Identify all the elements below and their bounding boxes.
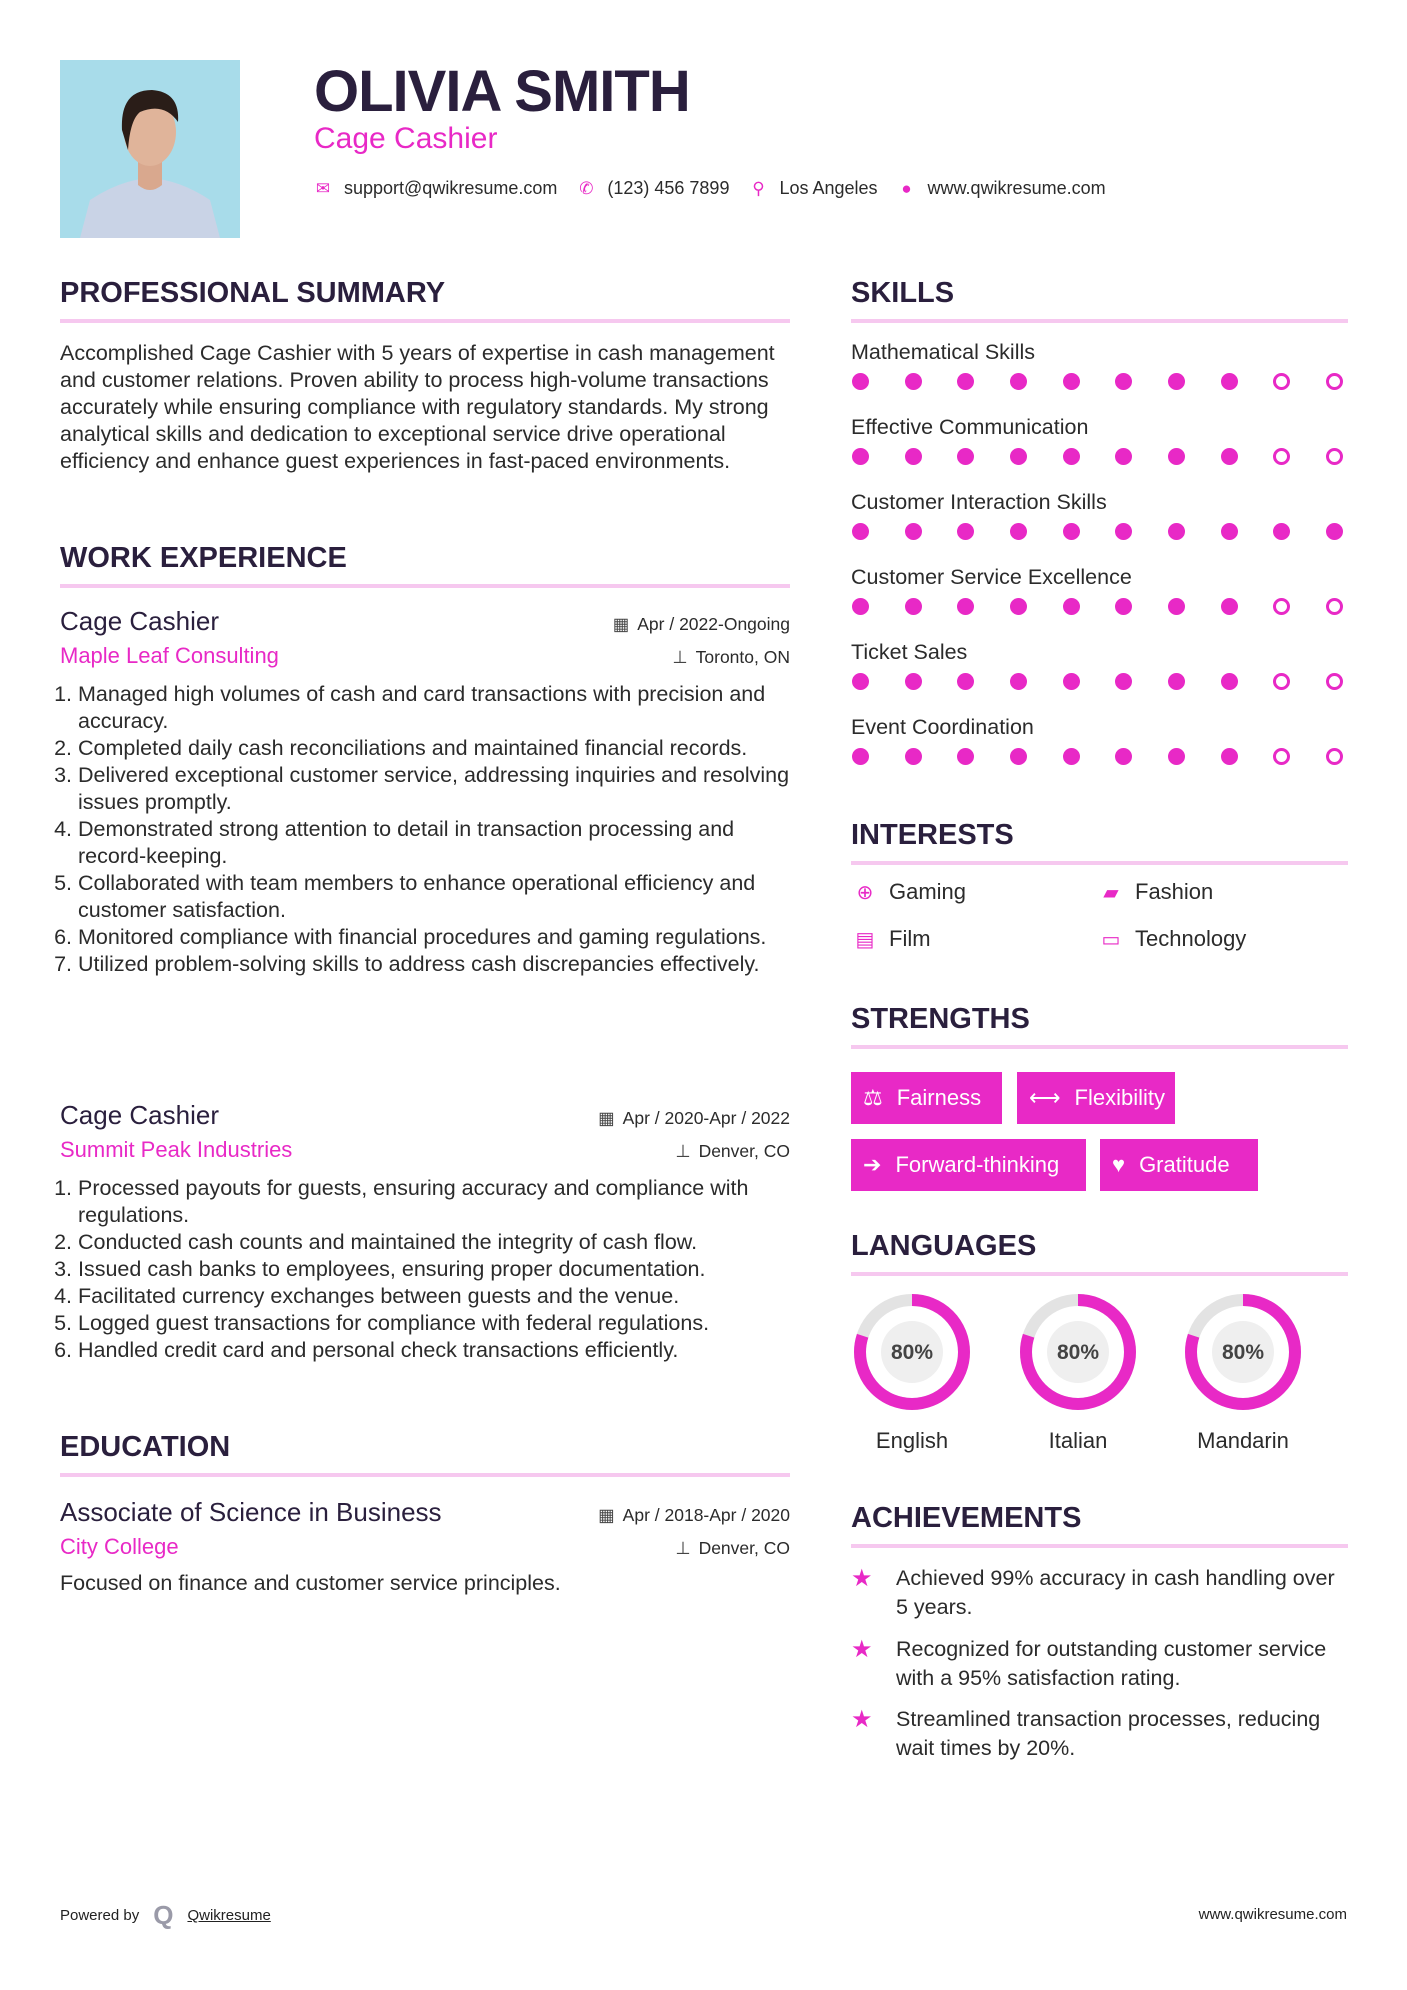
education-section <box>60 1431 790 1597</box>
filled-dot <box>1063 523 1080 540</box>
filled-dot <box>1168 523 1185 540</box>
filled-dot <box>1115 373 1132 390</box>
skill-rating <box>852 748 1343 790</box>
strength-label: Gratitude <box>1139 1152 1230 1177</box>
filled-dot <box>905 748 922 765</box>
strength-badge <box>851 1139 1086 1191</box>
candidate-title: Cage Cashier <box>314 122 498 155</box>
calendar-icon: ▦ <box>598 1108 615 1128</box>
list-item: 7. Utilized problem-solving skills to address cash discrepancies effectively. <box>78 951 790 978</box>
summary-text: Accomplished Cage Cashier with 5 years of expertise in cash management and customer relations. Proven ability to process high-volume transactions accurately while ensuring compliance with regulatory standards. My strong analytical skills and dedication to exceptional service drive operational efficiency and enhance guest experiences in fast-paced environments. <box>60 341 775 473</box>
filled-dot <box>1010 748 1027 765</box>
section-divider <box>851 319 1348 323</box>
job-bullets <box>60 1175 790 1364</box>
skill-rating <box>852 673 1343 715</box>
filled-dot <box>1115 673 1132 690</box>
section-heading: WORK EXPERIENCE <box>60 542 347 574</box>
list-item: 2. Completed daily cash reconciliations and maintained financial records. <box>78 735 790 762</box>
education-location: Denver, CO <box>698 1538 790 1558</box>
empty-dot <box>1326 673 1343 690</box>
skills-list <box>851 340 1348 790</box>
skill-item <box>851 340 1348 415</box>
filled-dot <box>1063 673 1080 690</box>
job-bullets <box>60 681 790 978</box>
achievement-item <box>851 1635 1348 1693</box>
strength-label: Forward-thinking <box>895 1152 1060 1177</box>
job-title: Cage Cashier <box>60 606 219 636</box>
section-divider <box>60 1473 790 1477</box>
thumbtack-icon: ⊥ <box>672 647 688 667</box>
filled-dot <box>1221 373 1238 390</box>
heart-icon: ♥ <box>1112 1152 1126 1177</box>
skill-rating <box>852 448 1343 490</box>
star-icon: ★ <box>851 1706 873 1733</box>
gamepad-icon: ⊕ <box>856 881 874 904</box>
language-item <box>851 1291 973 1454</box>
language-item <box>1182 1291 1304 1454</box>
education-description: Focused on finance and customer service principles. <box>60 1571 561 1595</box>
footer-powered-by <box>60 1900 271 1931</box>
filled-dot <box>852 373 869 390</box>
filled-dot <box>1273 523 1290 540</box>
skill-label: Mathematical Skills <box>851 340 1035 364</box>
filled-dot <box>1221 748 1238 765</box>
education-date: Apr / 2018-Apr / 2020 <box>622 1505 790 1525</box>
filled-dot <box>957 598 974 615</box>
filled-dot <box>852 598 869 615</box>
section-heading: SKILLS <box>851 277 955 309</box>
language-name: Italian <box>1048 1428 1108 1453</box>
job-entry <box>60 606 790 978</box>
contact-location: Los Angeles <box>779 178 878 198</box>
skill-label: Ticket Sales <box>851 640 968 664</box>
language-item <box>1017 1291 1139 1454</box>
section-heading: EDUCATION <box>60 1431 231 1463</box>
filled-dot <box>1168 373 1185 390</box>
filled-dot <box>1168 748 1185 765</box>
achievement-text: Recognized for outstanding customer service with a 95% satisfaction rating. <box>896 1637 1327 1690</box>
filled-dot <box>1010 598 1027 615</box>
strengths-section <box>851 1003 1348 1203</box>
filled-dot <box>905 373 922 390</box>
skill-rating <box>852 598 1343 640</box>
filled-dot <box>852 673 869 690</box>
skill-label: Customer Service Excellence <box>851 565 1132 589</box>
language-progress-ring <box>851 1291 973 1413</box>
map-marker-icon: ⚲ <box>752 178 765 198</box>
list-item: 6. Handled credit card and personal check transactions efficiently. <box>78 1337 790 1364</box>
empty-dot <box>1326 748 1343 765</box>
empty-dot <box>1326 598 1343 615</box>
empty-dot <box>1273 598 1290 615</box>
section-divider <box>851 861 1348 865</box>
job-title: Cage Cashier <box>60 1100 219 1130</box>
filled-dot <box>1168 673 1185 690</box>
globe-icon: ● <box>901 178 912 198</box>
filled-dot <box>1221 673 1238 690</box>
language-percent: 80% <box>890 1341 934 1364</box>
list-item: 1. Processed payouts for guests, ensuring accuracy and compliance with regulations. <box>78 1175 790 1229</box>
empty-dot <box>1273 748 1290 765</box>
interest-label: Gaming <box>889 879 967 904</box>
filled-dot <box>957 373 974 390</box>
section-heading: PROFESSIONAL SUMMARY <box>60 277 446 309</box>
language-progress-ring <box>1182 1291 1304 1413</box>
interest-item <box>1097 926 1246 952</box>
section-divider <box>60 319 790 323</box>
filled-dot <box>1221 598 1238 615</box>
interest-item <box>851 926 931 952</box>
filled-dot <box>1010 448 1027 465</box>
shopping-bag-icon: ▰ <box>1103 881 1119 904</box>
experience-section <box>60 542 790 588</box>
arrows-h-icon: ⟷ <box>1029 1085 1061 1110</box>
list-item: 2. Conducted cash counts and maintained the integrity of cash flow. <box>78 1229 790 1256</box>
list-item: 5. Logged guest transactions for compliance with federal regulations. <box>78 1310 790 1337</box>
filled-dot <box>1221 523 1238 540</box>
empty-dot <box>1273 373 1290 390</box>
job-location: Toronto, ON <box>695 647 790 667</box>
filled-dot <box>905 448 922 465</box>
candidate-name: OLIVIA SMITH <box>314 59 690 124</box>
school-name: City College <box>60 1534 179 1559</box>
film-icon: ▤ <box>855 928 875 951</box>
filled-dot <box>1115 748 1132 765</box>
empty-dot <box>1326 373 1343 390</box>
filled-dot <box>1063 448 1080 465</box>
list-item: 4. Facilitated currency exchanges between guests and the venue. <box>78 1283 790 1310</box>
interests-section <box>851 819 1348 969</box>
filled-dot <box>1063 748 1080 765</box>
skill-item <box>851 640 1348 715</box>
filled-dot <box>957 748 974 765</box>
achievement-text: Streamlined transaction processes, reducing wait times by 20%. <box>896 1707 1321 1760</box>
filled-dot <box>957 673 974 690</box>
skill-item <box>851 490 1348 565</box>
laptop-icon: ▭ <box>1101 928 1121 951</box>
thumbtack-icon: ⊥ <box>675 1538 691 1558</box>
calendar-icon: ▦ <box>612 614 630 634</box>
list-item: 6. Monitored compliance with financial procedures and gaming regulations. <box>78 924 790 951</box>
language-percent: 80% <box>1221 1341 1265 1364</box>
empty-dot <box>1326 448 1343 465</box>
phone-icon: ✆ <box>579 178 594 198</box>
summary-section <box>60 277 790 475</box>
contact-website[interactable]: www.qwikresume.com <box>927 178 1106 198</box>
achievement-item <box>851 1564 1348 1622</box>
qwikresume-logo-icon: Q <box>153 1900 174 1930</box>
footer-website[interactable]: www.qwikresume.com <box>1198 1906 1347 1923</box>
contact-bar <box>314 178 1126 199</box>
skill-item <box>851 565 1348 640</box>
achievement-item <box>851 1705 1348 1763</box>
strength-badge <box>851 1072 1002 1124</box>
skill-item <box>851 415 1348 490</box>
section-divider <box>60 584 790 588</box>
interest-item <box>1097 879 1213 905</box>
filled-dot <box>1010 523 1027 540</box>
arrow-right-icon: ➔ <box>863 1152 882 1177</box>
language-progress-ring <box>1017 1291 1139 1413</box>
degree-title: Associate of Science in Business <box>60 1497 442 1527</box>
section-heading: STRENGTHS <box>851 1003 1030 1035</box>
company-name: Summit Peak Industries <box>60 1137 293 1162</box>
profile-photo <box>60 60 240 238</box>
section-divider <box>851 1272 1348 1276</box>
filled-dot <box>1326 523 1343 540</box>
empty-dot <box>1273 448 1290 465</box>
filled-dot <box>852 523 869 540</box>
filled-dot <box>1115 598 1132 615</box>
skills-section <box>851 277 1348 790</box>
skill-label: Event Coordination <box>851 715 1034 739</box>
filled-dot <box>957 523 974 540</box>
strength-badge <box>1017 1072 1175 1124</box>
filled-dot <box>1115 448 1132 465</box>
job-entry <box>60 1100 790 1364</box>
calendar-icon: ▦ <box>598 1505 615 1525</box>
filled-dot <box>905 673 922 690</box>
filled-dot <box>1168 448 1185 465</box>
star-icon: ★ <box>851 1636 873 1663</box>
thumbtack-icon: ⊥ <box>675 1141 691 1161</box>
section-divider <box>851 1544 1348 1548</box>
interest-label: Technology <box>1135 926 1247 951</box>
contact-email[interactable]: support@qwikresume.com <box>344 178 558 198</box>
strength-badge <box>1100 1139 1258 1191</box>
strength-label: Flexibility <box>1074 1085 1166 1110</box>
section-heading: ACHIEVEMENTS <box>851 1502 1082 1534</box>
list-item: 1. Managed high volumes of cash and card transactions with precision and accuracy. <box>78 681 790 735</box>
balance-scale-icon: ⚖ <box>863 1085 883 1110</box>
filled-dot <box>1115 523 1132 540</box>
language-name: English <box>875 1428 949 1453</box>
skill-item <box>851 715 1348 790</box>
interest-label: Film <box>889 926 931 951</box>
powered-by-label: Powered by <box>60 1907 140 1924</box>
skill-rating <box>852 523 1343 565</box>
filled-dot <box>1168 598 1185 615</box>
skill-label: Customer Interaction Skills <box>851 490 1107 514</box>
interest-label: Fashion <box>1135 879 1214 904</box>
list-item: 3. Issued cash banks to employees, ensuring proper documentation. <box>78 1256 790 1283</box>
envelope-icon: ✉ <box>315 178 331 198</box>
job-date: Apr / 2020-Apr / 2022 <box>622 1108 790 1128</box>
brand-link[interactable]: Qwikresume <box>187 1907 271 1924</box>
list-item: 5. Collaborated with team members to enhance operational efficiency and customer satisfaction. <box>78 870 790 924</box>
language-name: Mandarin <box>1197 1428 1289 1453</box>
filled-dot <box>905 598 922 615</box>
company-name: Maple Leaf Consulting <box>60 643 279 668</box>
section-divider <box>851 1045 1348 1049</box>
section-heading: LANGUAGES <box>851 1230 1037 1262</box>
job-date: Apr / 2022-Ongoing <box>637 614 790 634</box>
job-location: Denver, CO <box>698 1141 790 1161</box>
filled-dot <box>1063 373 1080 390</box>
skill-label: Effective Communication <box>851 415 1089 439</box>
filled-dot <box>1221 448 1238 465</box>
achievements-section <box>851 1502 1348 1760</box>
language-percent: 80% <box>1056 1341 1100 1364</box>
filled-dot <box>957 448 974 465</box>
filled-dot <box>905 523 922 540</box>
filled-dot <box>1063 598 1080 615</box>
list-item: 3. Delivered exceptional customer service, addressing inquiries and resolving issues promptly. <box>78 762 790 816</box>
languages-section <box>851 1230 1348 1470</box>
list-item: 4. Demonstrated strong attention to detail in transaction processing and record-keeping. <box>78 816 790 870</box>
filled-dot <box>852 748 869 765</box>
empty-dot <box>1273 673 1290 690</box>
filled-dot <box>852 448 869 465</box>
contact-phone: (123) 456 7899 <box>607 178 730 198</box>
filled-dot <box>1010 373 1027 390</box>
strength-label: Fairness <box>896 1085 982 1110</box>
achievement-text: Achieved 99% accuracy in cash handling over 5 years. <box>896 1566 1335 1619</box>
section-heading: INTERESTS <box>851 819 1014 851</box>
interest-item <box>851 879 966 905</box>
filled-dot <box>1010 673 1027 690</box>
skill-rating <box>852 373 1343 415</box>
star-icon: ★ <box>851 1565 873 1592</box>
